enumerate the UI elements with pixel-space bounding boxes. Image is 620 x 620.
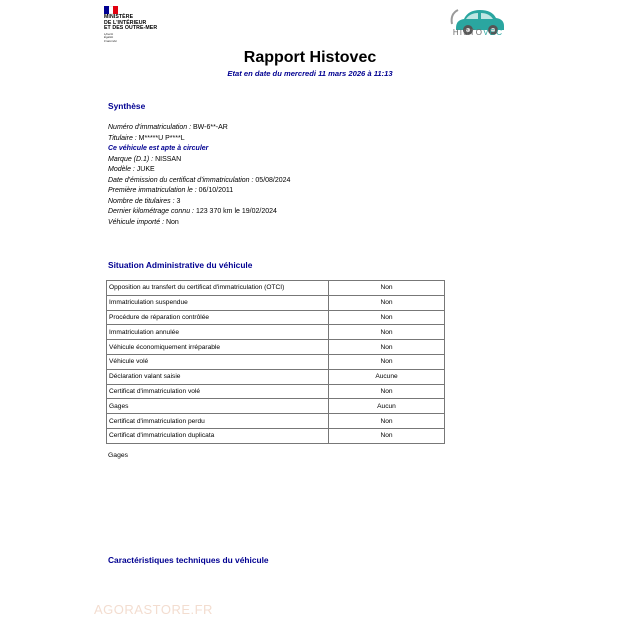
synthese-line-imported: Véhicule importé : Non [108,218,179,226]
report-date: Etat en date du mercredi 11 mars 2026 à 11:13 [227,69,393,78]
table-row: Immatriculation suspendue Non [107,295,445,310]
ministry-name: MINISTÈRE DE L'INTÉRIEUR ET DES OUTRE-MER [104,14,158,32]
synthese-line-status: Ce véhicule est apte à circuler [108,145,209,152]
ministry-logo [104,6,174,43]
table-row: Certificat d'immatriculation volé Non [107,384,445,399]
table-row: Déclaration valant saisie Aucune [107,369,445,384]
republic-motto: Liberté Égalité Fraternité [104,31,117,43]
french-flag-icon [104,6,118,14]
synthese-line-first-registration: Première immatriculation le : 06/10/2011 [108,187,234,194]
table-row: Véhicule volé Non [107,354,445,369]
synthese-heading: Synthèse [108,101,146,111]
table-row: Véhicule économiquement irréparable Non [107,340,445,355]
table-row: Gages Aucun [107,399,445,414]
table-row: Immatriculation annulée Non [107,325,445,340]
table-row: Procédure de réparation contrôlée Non [107,310,445,325]
synthese-line-issue-date: Date d'émission du certificat d'immatriculation : 05/08/2024 [108,176,291,184]
watermark: AGORASTORE.FR [94,602,213,617]
histovec-wordmark: HISTOVEC [452,28,504,37]
admin-heading: Situation Administrative du véhicule [108,260,253,270]
synthese-line-model: Modèle : JUKE [108,166,155,173]
synthese-line-holder: Titulaire : M*****U P****L [108,134,185,142]
synthese-line-brand: Marque (D.1) : NISSAN [108,155,182,163]
table-row: Certificat d'immatriculation perdu Non [107,414,445,429]
synthese-line-owner-count: Nombre de titulaires : 3 [108,197,181,205]
admin-status-table [106,280,445,444]
synthese-line-plate: Numéro d'immatriculation : BW-6**-AR [108,124,228,131]
table-row: Opposition au transfert du certificat d'immatriculation (OTCI) Non [107,281,445,296]
table-row: Certificat d'immatriculation duplicata Non [107,428,445,443]
synthese-list [108,123,290,228]
tech-heading: Caractéristiques techniques du véhicule [108,555,269,565]
gages-note: Gages [108,452,129,459]
page-title: Rapport Histovec [243,49,377,66]
synthese-line-mileage: Dernier kilométrage connu : 123 370 km le 19/02/2024 [108,208,277,215]
